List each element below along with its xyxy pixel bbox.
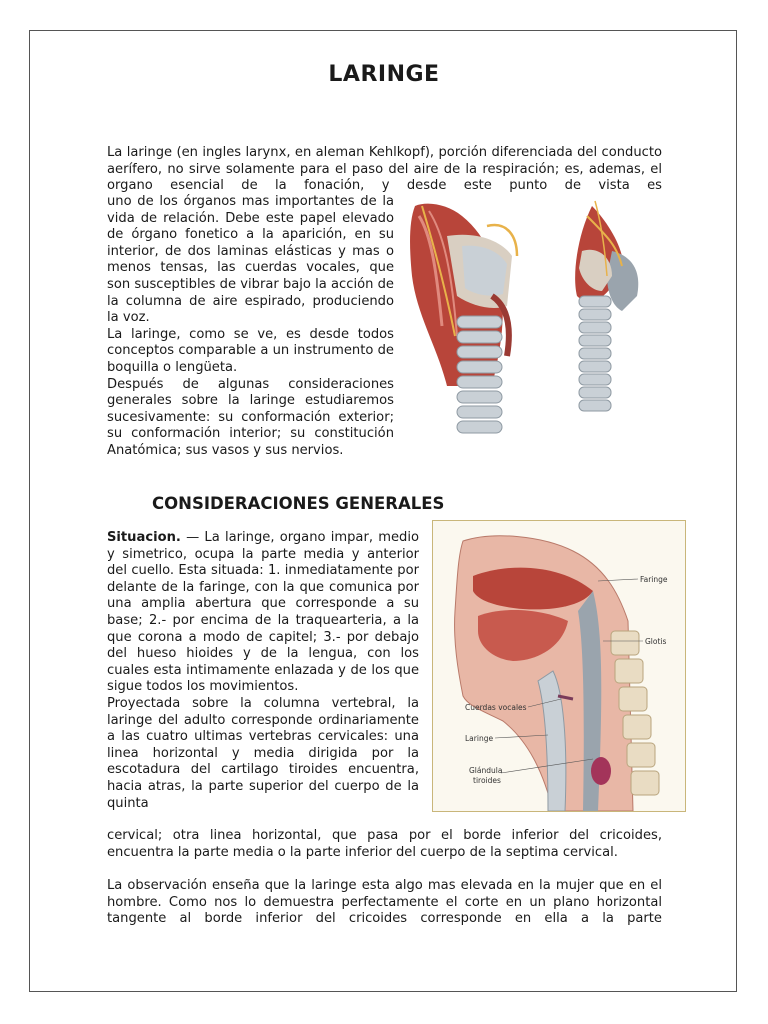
- situation-p2: Proyectada sobre la columna vertebral, la laringe del adulto corresponde ordinariamente a las cuatro ultimas vertebras cervicales: una linea horizontal y media dirigida por la escotadura del cartilago tiroides encuentra, hacia atras, la parte superior del cuerpo de la quinta: [107, 695, 419, 811]
- head-neck-section-figure: [432, 520, 686, 812]
- situation-label: Situacion.: [107, 530, 181, 545]
- continuation-paragraph: [107, 828, 662, 861]
- situation-p1: [107, 530, 419, 696]
- label-laringe: Laringe: [465, 734, 494, 743]
- intro-column-p1: uno de los órganos mas importantes de la vida de relación. Debe este papel elevado de órgano fonetico a la aparición, en su interior, de dos laminas elásticas y mas o menos tensas, las cuerdas vocales, que son susceptibles de vibrar bajo la acción de la columna de aire espirado, produciendo la voz.: [107, 194, 394, 326]
- label-faringe: Faringe: [640, 575, 668, 584]
- label-glotis: Glotis: [645, 637, 667, 646]
- larynx-front-view-figure: [410, 204, 517, 433]
- label-tiroides: tiroides: [473, 776, 501, 785]
- label-glandula: Glándula: [469, 766, 503, 775]
- situation-p1-text: — La laringe, organo impar, medio y simetrico, ocupa la parte media y anterior del cuello. Esta situada: 1. inmediatamente por delante de la faringe, con la que comunica por una amplia abertura que corresponde a su base; 2.- por encima de la traquearteria, a la que corona a modo de capitel; 3.- por debajo del hueso hioides y de la lengua, con los cuales esta intimamente enlazada y de los que sigue todos los movimientos.: [107, 530, 419, 695]
- section-heading: CONSIDERACIONES GENERALES: [152, 494, 445, 513]
- intro-paragraph: [107, 145, 662, 195]
- continuation-text: cervical; otra linea horizontal, que pasa por el borde inferior del cricoides, encuentra la parte media o la parte inferior del cuerpo de la septima cervical.: [107, 828, 662, 860]
- larynx-side-view-figure: [575, 201, 638, 411]
- intro-text: La laringe (en ingles larynx, en aleman Kehlkopf), porción diferenciada del conducto aerífero, no sirve solamente para el paso del aire de la respiración; es, ademas, el organo esencial de la fonación, y desde este punto de vista es: [107, 145, 662, 194]
- intro-column: [107, 194, 394, 460]
- intro-column-p2: La laringe, como se ve, es desde todos conceptos comparable a un instrumento de boquilla o lengüeta.: [107, 326, 394, 375]
- page-title: LARINGE: [328, 62, 440, 87]
- final-paragraph: [107, 878, 662, 928]
- larynx-anatomy-illustration: [407, 196, 669, 436]
- label-cuerdas-vocales: Cuerdas vocales: [465, 703, 527, 712]
- intro-column-p3: Después de algunas consideraciones generales sobre la laringe estudiaremos sucesivamente: su conformación exterior; su conformación interior; su constitución Anatómica; sus vasos y sus nervios.: [107, 376, 394, 458]
- final-text: La observación enseña que la laringe esta algo mas elevada en la mujer que en el hombre. Como nos lo demuestra perfectamente el corte en un plano horizontal tangente al borde inferior del cricoides corresponde en ella a la parte: [107, 878, 662, 927]
- situation-column: [107, 530, 419, 812]
